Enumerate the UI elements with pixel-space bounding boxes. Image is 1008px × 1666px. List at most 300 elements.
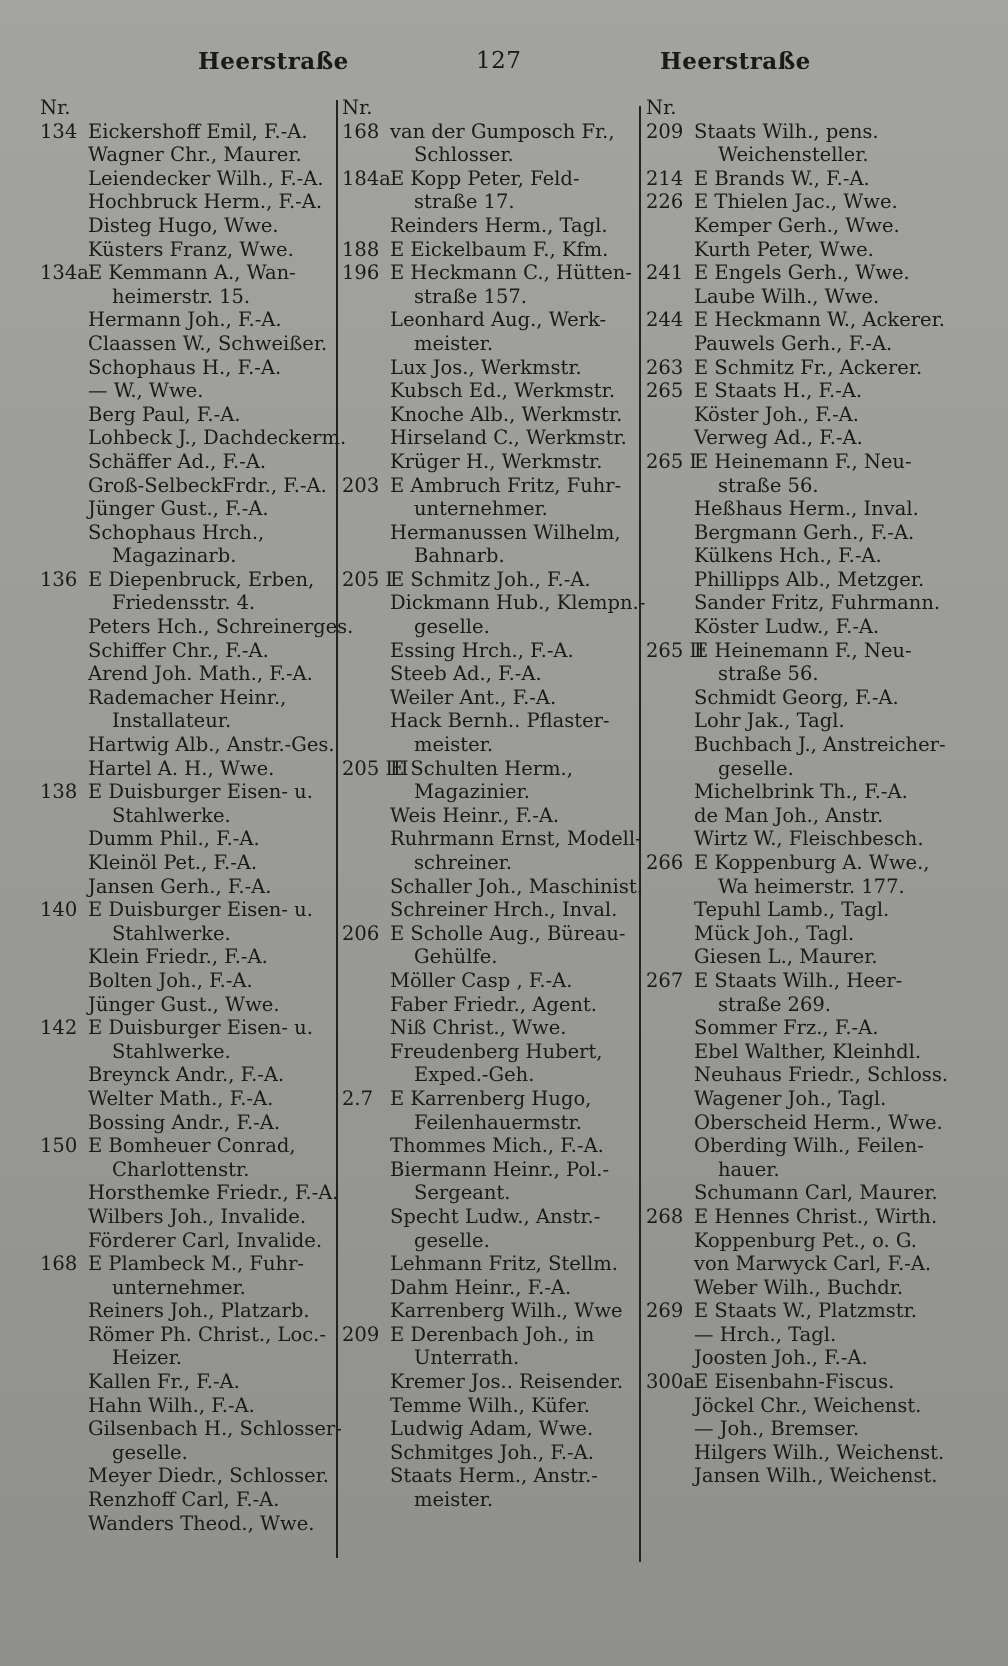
entry-text: Bolten Joh., F.-A. [88,968,253,992]
directory-entry-line [342,1229,630,1253]
directory-entry-line [342,403,630,427]
house-number: 134 [40,119,78,143]
entry-text: Bossing Andr., F.-A. [88,1110,281,1134]
directory-entry-line [342,757,630,781]
directory-entry-line [342,1111,630,1135]
directory-entry-line [40,1299,332,1323]
directory-entry-line [40,993,332,1017]
entry-text: E Schmitz Joh., F.-A. [390,567,591,591]
entry-text: Mück Joh., Tagl. [694,921,855,945]
entry-text: Phillipps Alb., Metzger. [694,567,925,591]
entry-text: Koppenburg Pet., o. G. [694,1228,917,1252]
house-number: 140 [40,898,78,922]
entry-text: Kurth Peter, Wwe. [694,237,874,261]
directory-entry-line [40,969,332,993]
directory-entry-line [342,1464,630,1488]
directory-entry-line [40,757,332,781]
entry-text: meister. [414,1488,494,1512]
entry-text: heimerstr. 15. [112,284,251,308]
directory-entry-line [342,1087,630,1111]
directory-entry-line [40,1158,332,1182]
entry-text: Feilenhauermstr. [414,1110,582,1134]
directory-entry-line [646,993,936,1017]
directory-entry-line [40,1488,332,1512]
entry-text: Dickmann Hub., Klempn.- [390,591,646,615]
entry-text: Charlottenstr. [112,1157,250,1181]
directory-entry-line [342,167,630,191]
directory-entry-line [40,1441,332,1465]
entry-text: meister. [414,733,494,757]
directory-entry-line [342,1134,630,1158]
directory-entry-line [646,356,936,380]
directory-entry-line [342,356,630,380]
directory-entry-line [40,1134,332,1158]
entry-text: Köster Joh., F.-A. [694,402,859,426]
directory-entry-line [646,922,936,946]
entry-text: Arend Joh. Math., F.-A. [88,662,313,686]
directory-entry-line [342,851,630,875]
entry-text: Sommer Frz., F.-A. [694,1016,879,1040]
entry-text: Laube Wilh., Wwe. [694,284,880,308]
house-number: 209 [646,119,684,143]
entry-text: Külkens Hch., F.-A. [694,544,882,568]
directory-entry-line [342,1441,630,1465]
directory-entry-line [40,426,347,450]
directory-entry-line [40,1323,332,1347]
entry-text: E Duisburger Eisen- u. [88,1016,313,1040]
directory-entry-line [40,356,332,380]
directory-entry-line [40,1276,332,1300]
entry-text: Horsthemke Friedr., F.-A. [88,1181,339,1205]
entry-text: E Eickelbaum F., Kfm. [390,237,609,261]
entry-text: E Kopp Peter, Feld- [390,166,580,190]
house-number: 300a [646,1370,695,1394]
entry-text: Schophaus Hrch., [88,520,265,544]
directory-entry-line [646,1040,936,1064]
entry-text: Jünger Gust., F.-A. [88,497,269,521]
house-number: 134a [40,261,89,285]
house-number: 2.7 [342,1086,374,1110]
entry-text: Bahnarb. [414,544,505,568]
entry-text: Schophaus H., F.-A. [88,355,282,379]
directory-entry-line [40,1016,332,1040]
directory-entry-line [646,639,936,663]
directory-entry-line [646,379,936,403]
entry-text: Joosten Joh., F.-A. [694,1346,868,1370]
entry-text: Lohr Jak., Tagl. [694,709,845,733]
house-number: 269 [646,1299,684,1323]
entry-text: E Heckmann C., Hütten- [390,261,632,285]
entry-text: Oberding Wilh., Feilen- [694,1134,924,1158]
directory-entry-line [40,827,332,851]
directory-entry-line [40,1252,332,1276]
directory-entry-line [40,1464,332,1488]
entry-text: E Bomheuer Conrad, [88,1134,296,1158]
entry-text: Schäffer Ad., F.-A. [88,449,267,473]
directory-entry-line [40,143,332,167]
directory-entry-line [646,1158,936,1182]
directory-entry-line [646,969,936,993]
right-running-head: Heerstraße [660,48,811,75]
entry-text: Kleinöl Pet., F.-A. [88,851,258,874]
entry-text: Reiners Joh., Platzarb. [88,1299,310,1323]
directory-entry-line [342,238,630,262]
entry-text: E Duisburger Eisen- u. [88,898,313,922]
entry-text: meister. [414,331,494,355]
directory-entry-line [40,167,332,191]
directory-entry-line [342,1323,630,1347]
directory-entry-line [40,780,332,804]
entry-text: Schiffer Chr., F.-A. [88,638,269,662]
entry-text: Magazinarb. [112,544,237,568]
entry-text: Schaller Joh., Maschinist. [390,874,643,898]
directory-entry-line [342,1276,630,1300]
directory-entry-line [342,497,630,521]
entry-text: Lohbeck J., Dachdeckerm. [88,426,347,450]
entry-text: — Hrch., Tagl. [694,1322,837,1346]
directory-entry-line [646,143,936,167]
entry-text: Staats Wilh., pens. [694,119,879,143]
entry-text: Hermanussen Wilhelm, [390,520,621,544]
directory-entry-line [342,261,630,285]
entry-text: Eickershoff Emil, F.-A. [88,119,308,143]
directory-entry-line [40,851,332,875]
entry-text: Krüger H., Werkmstr. [390,449,603,473]
directory-entry-line [40,1181,339,1205]
entry-text: E Schmitz Fr., Ackerer. [694,355,923,379]
house-number: 184a [342,166,391,190]
directory-entry-line [342,827,642,851]
entry-text: Hahn Wilh., F.-A. [88,1393,255,1417]
directory-entry-line [342,143,630,167]
entry-text: Installateur. [112,709,232,733]
directory-entry-line [342,308,630,332]
entry-text: Hilgers Wilh., Weichenst. [694,1440,945,1464]
directory-entry-line [646,1016,936,1040]
entry-text: van der Gumposch Fr., [390,119,615,143]
directory-entry-line [646,851,936,875]
directory-entry-line [646,521,936,545]
entry-text: E Staats W., Platzmstr. [694,1299,917,1323]
directory-entry-line [646,686,936,710]
directory-entry-line [342,969,630,993]
directory-entry-line [40,639,332,663]
directory-entry-line [646,332,936,356]
directory-entry-line [40,544,332,568]
house-number: 265 [646,379,684,403]
directory-entry-line [646,1464,936,1488]
house-number: 214 [646,166,684,190]
entry-text: straße 17. [414,190,515,214]
entry-text: Gilsenbach H., Schlosser- [88,1417,342,1441]
entry-text: Exped.-Geh. [414,1063,535,1087]
entry-text: geselle. [414,615,490,639]
entry-text: Neuhaus Friedr., Schloss. [694,1063,949,1087]
entry-text: Magazinier. [414,780,530,804]
house-number: 268 [646,1204,684,1228]
entry-text: E Hennes Christ., Wirth. [694,1204,938,1228]
directory-entry-line [40,474,332,498]
directory-entry-line [646,568,936,592]
entry-text: straße 56. [718,473,819,497]
entry-text: geselle. [718,756,794,780]
entry-text: Ruhrmann Ernst, Modell- [390,827,642,851]
entry-text: Knoche Alb., Werkmstr. [390,402,623,426]
directory-entry-line [646,662,936,686]
directory-entry-line [646,1205,936,1229]
entry-text: Berg Paul, F.-A. [88,402,241,426]
house-number: 209 [342,1322,380,1346]
entry-text: E Brands W., F.-A. [694,166,870,190]
house-number: 142 [40,1016,78,1040]
entry-text: Wa heimerstr. 177. [718,874,905,898]
directory-entry-line [342,521,630,545]
entry-text: geselle. [112,1440,188,1464]
entry-text: E Heinemann F., Neu- [694,638,912,662]
house-number: 150 [40,1134,78,1158]
house-number: 188 [342,237,380,261]
entry-text: E Duisburger Eisen- u. [88,780,313,804]
directory-entry-line [40,1111,332,1135]
entry-text: Lux Jos., Werkmstr. [390,355,582,379]
entry-text: Thommes Mich., F.-A. [390,1134,604,1158]
directory-entry-line [646,96,936,120]
directory-entry-line [342,780,630,804]
directory-entry-line [342,804,630,828]
entry-text: Rademacher Heinr., [88,685,287,709]
entry-text: Renzhoff Carl, F.-A. [88,1488,280,1512]
entry-text: Hirseland C., Werkmstr. [390,426,627,450]
entry-text: hauer. [718,1157,780,1181]
entry-text: Hartwig Alb., Anstr.-Ges. [88,733,335,757]
directory-entry-line [40,1040,332,1064]
directory-entry-line [342,733,630,757]
directory-entry-line [40,1346,332,1370]
directory-entry-line [646,1110,943,1135]
directory-entry-line [40,190,332,214]
entry-text: Weiler Ant., F.-A. [390,685,557,709]
entry-text: E Staats H., F.-A. [694,379,863,403]
directory-entry-line [40,1417,342,1441]
entry-text: Förderer Carl, Invalide. [88,1228,323,1252]
entry-text: Staats Herm., Anstr.- [390,1464,598,1488]
entry-text: E Diepenbruck, Erben, [88,567,315,591]
directory-entry-line [646,1370,936,1394]
entry-text: Meyer Diedr., Schlosser. [88,1464,329,1488]
directory-entry-line [40,521,332,545]
directory-entry-line [342,686,630,710]
directory-entry-line [40,1370,332,1394]
column-heading: Nr. [646,96,677,119]
entry-text: Kremer Jos.. Reisender. [390,1370,624,1394]
directory-entry-line [342,450,630,474]
column-divider-left [336,100,338,1558]
directory-entry-line [342,945,630,969]
entry-text: Wanders Theod., Wwe. [88,1511,315,1535]
house-number: 265 II [646,638,705,662]
entry-text: E Kemmann A., Wan- [88,261,296,285]
directory-entry-line [342,96,630,120]
directory-entry-line [40,804,332,828]
directory-entry-line [342,426,630,450]
directory-entry-line [342,1417,630,1441]
entry-text: Jünger Gust., Wwe. [88,992,280,1016]
entry-text: Bergmann Gerh., F.-A. [694,520,915,544]
entry-text: de Man Joh., Anstr. [694,803,884,827]
entry-text: Schmitges Joh., F.-A. [390,1440,594,1464]
entry-text: Hartel A. H., Wwe. [88,756,275,780]
directory-entry-line [646,1440,945,1465]
directory-entry-line [40,922,332,946]
directory-entry-line [646,757,936,781]
entry-text: von Marwyck Carl, F.-A. [694,1252,932,1276]
directory-entry-line [646,1417,936,1441]
entry-text: Lehmann Fritz, Stellm. [390,1252,618,1276]
directory-entry-line [40,285,332,309]
entry-text: E Ambruch Fritz, Fuhr- [390,473,622,497]
house-number: 203 [342,473,380,497]
entry-text: Hermann Joh., F.-A. [88,308,282,332]
directory-entry-line [646,403,936,427]
entry-text: Heizer. [112,1346,182,1370]
entry-text: unternehmer. [414,497,548,521]
house-number: 267 [646,968,684,992]
entry-text: schreiner. [414,851,513,874]
directory-entry-line [342,615,630,639]
entry-text: Temme Wilh., Küfer. [390,1393,590,1417]
entry-text: Ludwig Adam, Wwe. [390,1417,594,1441]
house-number: 138 [40,780,78,804]
entry-text: Römer Ph. Christ., Loc.- [88,1322,326,1346]
house-number: 265 I [646,449,698,473]
directory-entry-line [646,1323,936,1347]
directory-entry-line [40,875,332,899]
directory-entry-line [342,922,630,946]
directory-entry-line [646,1394,936,1418]
directory-entry-line [646,120,936,144]
directory-entry-line [342,190,630,214]
directory-entry-line [342,1016,630,1040]
entry-text: Disteg Hugo, Wwe. [88,213,279,237]
entry-text: E Heckmann W., Ackerer. [694,308,945,332]
entry-text: Sergeant. [414,1181,511,1205]
directory-entry-line [342,1394,630,1418]
entry-text: straße 157. [414,284,527,308]
directory-entry-line [342,379,630,403]
entry-text: Friedensstr. 4. [112,591,256,615]
entry-text: E Thielen Jac., Wwe. [694,190,898,214]
entry-text: Küsters Franz, Wwe. [88,237,294,261]
entry-text: Hack Bernh.. Pflaster- [390,709,610,733]
entry-text: Kallen Fr., F.-A. [88,1370,240,1394]
directory-entry-line [40,120,332,144]
entry-text: Stahlwerke. [112,921,231,945]
directory-entry-line [646,875,936,899]
entry-text: Schreiner Hrch., Inval. [390,898,618,922]
entry-text: Giesen L., Maurer. [694,945,878,969]
directory-entry-line [40,379,332,403]
entry-text: Buchbach J., Anstreicher- [694,733,946,757]
directory-entry-line [40,450,332,474]
directory-entry-line [40,591,332,615]
directory-entry-line [342,1346,630,1370]
directory-entry-line [342,214,630,238]
entry-text: Karrenberg Wilh., Wwe [390,1299,623,1323]
entry-text: Möller Casp , F.-A. [390,968,573,992]
directory-entry-line [646,1299,936,1323]
directory-entry-line [342,993,630,1017]
directory-entry-line [646,1063,949,1087]
house-number: 205 I [342,567,394,591]
entry-text: E Scholle Aug., Büreau- [390,921,626,945]
directory-entry-line [646,497,936,521]
entry-text: Tepuhl Lamb., Tagl. [694,898,890,922]
entry-text: — Joh., Bremser. [694,1417,860,1441]
entry-text: E Staats Wilh., Heer- [694,968,903,992]
entry-text: Weichensteller. [718,143,869,167]
directory-entry-line [342,898,630,922]
entry-text: Dahm Heinr., F.-A. [390,1275,572,1299]
directory-entry-line [342,544,630,568]
entry-text: Kubsch Ed., Werkmstr. [390,379,616,403]
entry-text: Wagener Joh., Tagl. [694,1086,887,1110]
directory-entry-line [342,568,630,592]
directory-entry-line [40,1394,332,1418]
directory-entry-line [646,474,936,498]
entry-text: geselle. [414,1228,490,1252]
directory-entry-line [646,285,936,309]
entry-text: E Karrenberg Hugo, [390,1086,592,1110]
directory-entry-line [646,709,936,733]
directory-entry-line [646,308,945,332]
entry-text: Welter Math., F.-A. [88,1086,274,1110]
directory-entry-line [646,733,946,757]
entry-text: Klein Friedr., F.-A. [88,945,268,969]
directory-entry-line [646,1181,936,1205]
entry-text: Schmidt Georg, F.-A. [694,685,899,709]
entry-text: unternehmer. [112,1275,246,1299]
entry-text: E Heinemann F., Neu- [694,449,912,473]
entry-text: Freudenberg Hubert, [390,1039,603,1063]
entry-text: Unterrath. [414,1346,520,1370]
entry-text: E Schulten Herm., [390,756,573,780]
house-number: 168 [40,1252,78,1276]
entry-text: Pauwels Gerh., F.-A. [694,331,893,355]
entry-text: Kemper Gerh., Wwe. [694,213,900,237]
directory-entry-line [342,285,630,309]
entry-text: Dumm Phil., F.-A. [88,827,260,851]
directory-entry-line [646,591,941,615]
entry-text: Heßhaus Herm., Inval. [694,497,919,521]
entry-text: Stahlwerke. [112,1039,231,1063]
entry-text: Köster Ludw., F.-A. [694,615,880,639]
column-2 [342,96,646,1512]
page-number: 127 [476,48,522,74]
directory-entry-line [40,497,332,521]
entry-text: Groß-SelbeckFrdr., F.-A. [88,473,327,497]
directory-entry-line [646,167,936,191]
house-number: 263 [646,355,684,379]
entry-text: E Plambeck M., Fuhr- [88,1252,304,1276]
directory-entry-line [342,1488,630,1512]
entry-text: Niß Christ., Wwe. [390,1016,567,1040]
entry-text: Specht Ludw., Anstr.- [390,1204,601,1228]
entry-text: Faber Friedr., Agent. [390,992,597,1016]
left-running-head: Heerstraße [198,48,349,75]
directory-entry-line [40,1512,332,1536]
directory-entry-line [40,332,332,356]
entry-text: E Derenbach Joh., in [390,1322,595,1346]
